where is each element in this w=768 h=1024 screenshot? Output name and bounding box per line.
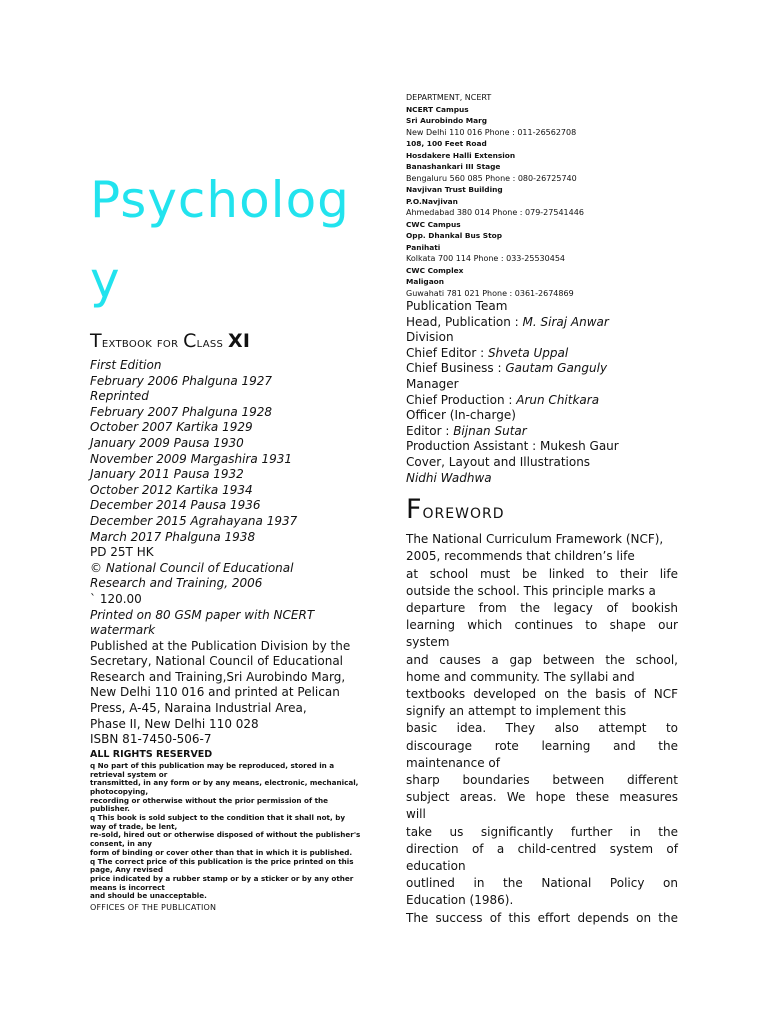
role-label: Editor : — [406, 423, 454, 438]
address-line-bold: Banashankari III Stage — [406, 162, 501, 171]
address-line — [406, 230, 678, 242]
publisher-line: Phase II, New Delhi 110 028 — [90, 716, 259, 731]
edition-line: December 2015 Agrahayana 1937 — [90, 513, 298, 528]
edition-line: Reprinted — [90, 389, 149, 404]
team-production-assistant: Production Assistant : Mukesh Gaur — [406, 439, 619, 454]
team-chief-business — [406, 361, 678, 377]
foreword-line: outside the school. This principle marks a — [406, 583, 656, 598]
isbn: ISBN 81-7450-506-7 — [90, 732, 212, 747]
condition-line: price indicated by a rubber stamp or by a sticker or by any other — [90, 873, 354, 883]
foreword-line: subject areas. We hope these measures — [406, 790, 678, 805]
edition-line: February 2006 Phalguna 1927 — [90, 373, 273, 388]
subtitle-initial: T — [90, 330, 102, 352]
edition-line: January 2009 Pausa 1930 — [90, 435, 244, 450]
address-line: DEPARTMENT, NCERT — [406, 93, 492, 102]
publisher-info — [90, 639, 370, 733]
condition-line: transmitted, in any form or by any means, electronic, mechanical, — [90, 778, 359, 788]
person-name: M. Siraj Anwar — [522, 314, 609, 329]
team-manager: Manager — [406, 376, 459, 391]
offices-heading: OFFICES OF THE PUBLICATION — [90, 903, 217, 913]
foreword-line: Education (1986). — [406, 893, 514, 908]
team-cover-name: Nidhi Wadhwa — [406, 470, 492, 485]
condition-line: consent, in any — [90, 839, 152, 849]
condition-line: q The correct price of this publication is the price printed on this — [90, 856, 354, 866]
foreword-word: oreword — [422, 499, 505, 524]
team-chief-production — [406, 393, 678, 409]
foreword-line: departure from the legacy of bookish — [406, 600, 678, 615]
foreword-line: The National Curriculum Framework (NCF), — [406, 532, 664, 547]
condition-line: q No part of this publication may be reproduced, stored in a — [90, 760, 335, 770]
person-name: Arun Chitkara — [516, 392, 600, 407]
edition-line: March 2017 Phalguna 1938 — [90, 529, 256, 544]
address-line-bold: CWC Complex — [406, 265, 464, 275]
address-line — [406, 265, 678, 277]
role-label: Head, Publication : — [406, 314, 523, 329]
foreword-line: discourage rote learning and the — [406, 738, 678, 753]
address-line: Kolkata 700 114 Phone : 033-25530454 — [406, 254, 566, 263]
address-line: New Delhi 110 016 Phone : 011-26562708 — [406, 127, 577, 137]
address-line — [406, 242, 678, 254]
address-line-bold: P.O.Navjivan — [406, 196, 458, 206]
address-line-bold: Opp. Dhankal Bus Stop — [406, 231, 502, 240]
foreword-line: and causes a gap between the school, — [406, 652, 678, 667]
publisher-line: Published at the Publication Division by the — [90, 638, 351, 653]
book-subtitle — [90, 330, 370, 352]
book-title — [90, 160, 370, 320]
foreword-line: basic idea. They also attempt to — [406, 721, 678, 736]
foreword-line: take us significantly further in the — [406, 824, 678, 839]
edition-line: First Edition — [90, 358, 162, 372]
condition-line: recording or otherwise without the prior permission of the — [90, 795, 328, 805]
foreword-heading — [406, 494, 678, 525]
role-label: Chief Editor : — [406, 345, 488, 360]
foreword-line: maintenance of — [406, 755, 500, 770]
copyright-line: © National Council of Educational — [90, 560, 294, 575]
team-head — [406, 315, 678, 331]
address-line-bold: Sri Aurobindo Marg — [406, 116, 488, 125]
foreword-line: direction of a child-centred system of — [406, 841, 678, 856]
left-column — [90, 160, 370, 912]
condition-line: means is incorrect — [90, 882, 165, 892]
foreword-line: signify an attempt to implement this — [406, 704, 627, 719]
title-line-2: y — [90, 251, 121, 309]
address-line-bold: Maligaon — [406, 277, 445, 286]
address-line: Guwahati 781 021 Phone : 0361-2674869 — [406, 288, 574, 298]
team-heading: Publication Team — [406, 299, 508, 313]
foreword-line: education — [406, 858, 466, 873]
rights-conditions — [90, 762, 370, 901]
publisher-line: Research and Training,Sri Aurobindo Marg, — [90, 669, 346, 684]
condition-line: way of trade, be lent, — [90, 821, 178, 831]
foreword-initial: F — [406, 494, 423, 526]
address-line — [406, 184, 678, 196]
printed-note: Printed on 80 GSM paper with NCERT — [90, 607, 315, 622]
office-addresses — [406, 92, 678, 299]
condition-line: q This book is sold subject to the condition that it shall not, by — [90, 813, 346, 823]
address-line — [406, 161, 678, 173]
foreword-line: will — [406, 807, 426, 822]
foreword-line: sharp boundaries between different — [406, 772, 678, 787]
publisher-line: Secretary, National Council of Educational — [90, 654, 344, 669]
foreword-line: The success of this effort depends on the — [406, 910, 678, 925]
edition-line: January 2011 Pausa 1932 — [90, 467, 244, 482]
address-line: Bengaluru 560 085 Phone : 080-26725740 — [406, 173, 577, 183]
foreword-line: learning which continues to shape our — [406, 618, 678, 633]
rights-heading: ALL RIGHTS RESERVED — [90, 748, 213, 760]
condition-line: re-sold, hired out or otherwise disposed of without the publisher's — [90, 830, 361, 840]
publication-team — [406, 299, 678, 486]
copyright-line: Research and Training, 2006 — [90, 576, 263, 591]
address-line: Ahmedabad 380 014 Phone : 079-27541446 — [406, 208, 584, 217]
condition-line: and should be unacceptable. — [90, 891, 207, 901]
edition-list — [90, 358, 370, 545]
edition-line: October 2012 Kartika 1934 — [90, 482, 253, 497]
printed-note: watermark — [90, 623, 156, 638]
foreword-line: textbooks developed on the basis of NCF — [406, 686, 678, 701]
team-division: Division — [406, 330, 454, 345]
publisher-line: New Delhi 110 016 and printed at Pelican — [90, 685, 340, 700]
person-name: Bijnan Sutar — [453, 423, 527, 438]
address-line-bold: Hosdakere Halli Extension — [406, 150, 516, 160]
foreword-line: home and community. The syllabi and — [406, 669, 635, 684]
foreword-line: system — [406, 635, 450, 650]
price: ` 120.00 — [90, 591, 142, 606]
subtitle-word: extbook for — [101, 335, 184, 351]
right-column — [406, 92, 678, 927]
subtitle-initial-c: C — [183, 330, 197, 352]
team-officer: Officer (In-charge) — [406, 408, 516, 423]
address-line-bold: Panihati — [406, 242, 441, 252]
team-editor — [406, 424, 678, 440]
role-label: Chief Business : — [406, 361, 506, 376]
address-line-bold: 108, 100 Feet Road — [406, 139, 487, 148]
role-label: Chief Production : — [406, 392, 517, 407]
condition-line: retrieval system or — [90, 769, 168, 779]
address-line-bold: CWC Campus — [406, 219, 461, 229]
address-line — [406, 196, 678, 208]
address-line — [406, 219, 678, 231]
title-line-1: Psycholog — [90, 171, 350, 229]
address-line — [406, 150, 678, 162]
publisher-line: Press, A-45, Naraina Industrial Area, — [90, 701, 307, 716]
pd-code: PD 25T HK — [90, 545, 154, 560]
condition-line: photocopying, — [90, 786, 149, 796]
team-cover: Cover, Layout and Illustrations — [406, 454, 591, 469]
address-line — [406, 276, 678, 288]
foreword-line: outlined in the National Policy on — [406, 876, 678, 891]
foreword-line: at school must be linked to their life — [406, 566, 678, 581]
edition-line: February 2007 Phalguna 1928 — [90, 404, 273, 419]
team-chief-editor — [406, 346, 678, 362]
address-line-bold: Navjivan Trust Building — [406, 185, 503, 194]
condition-line: publisher. — [90, 804, 130, 814]
address-line-bold: NCERT Campus — [406, 104, 469, 114]
address-line — [406, 115, 678, 127]
person-name: Gautam Ganguly — [505, 361, 608, 376]
foreword-line: 2005, recommends that children’s life — [406, 549, 635, 564]
person-name: Shveta Uppal — [487, 345, 569, 360]
edition-line: October 2007 Kartika 1929 — [90, 420, 253, 435]
condition-line: form of binding or cover other than that in which it is published. — [90, 847, 353, 857]
address-line — [406, 104, 678, 116]
subtitle-word-class: lass — [196, 335, 228, 351]
edition-line: November 2009 Margashira 1931 — [90, 451, 293, 466]
subtitle-class-number: XI — [227, 330, 251, 352]
foreword-text — [406, 531, 678, 927]
edition-line: December 2014 Pausa 1936 — [90, 498, 261, 513]
address-line — [406, 138, 678, 150]
condition-line: page, Any revised — [90, 865, 163, 875]
